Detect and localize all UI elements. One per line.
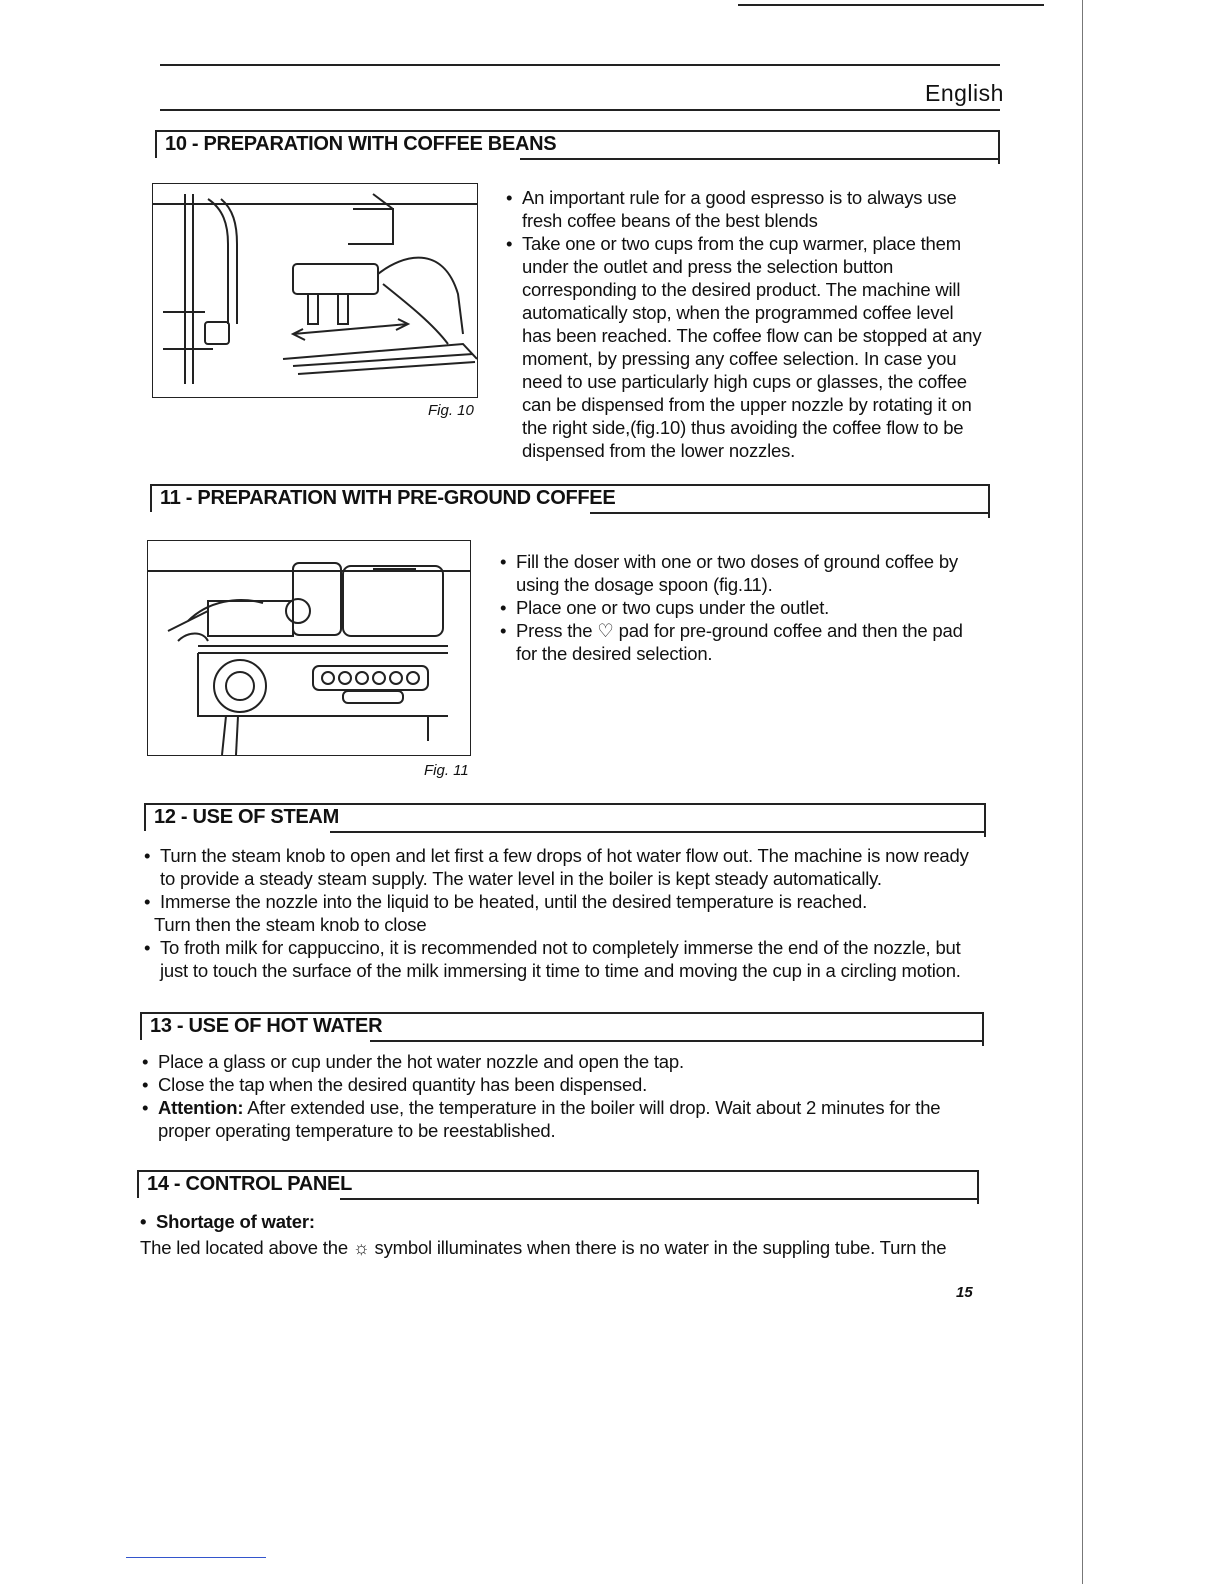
shortage-of-water-label: • Shortage of water: xyxy=(140,1210,980,1233)
section-13-title: 13 - USE OF HOT WATER xyxy=(150,1015,383,1037)
attention-text: After extended use, the temperature in the boiler will drop. Wait about 2 minutes for the proper operating temperature to be reestablished. xyxy=(158,1097,941,1141)
section-10-underline xyxy=(520,158,1000,160)
list-item: • To froth milk for cappuccino, it is recommended not to completely immerse the end of the nozzle, but just to touch the surface of the milk immersing it time to time and moving the cup in a circling motion. xyxy=(144,936,974,982)
list-item: • Press the ♡ pad for pre-ground coffee and then the pad for the desired selection. xyxy=(500,619,970,665)
figure-11 xyxy=(147,540,471,756)
section-13-underline xyxy=(370,1040,984,1042)
footnote-rule xyxy=(126,1557,266,1558)
coffee-machine-top-illustration xyxy=(148,541,470,755)
section-12-underline xyxy=(330,831,986,833)
section-11-title: 11 - PREPARATION WITH PRE-GROUND COFFEE xyxy=(160,487,616,509)
shortage-of-water-text: The led located above the ☼ symbol illuminates when there is no water in the suppling tube. Turn the xyxy=(140,1237,947,1258)
section-14-underline xyxy=(340,1198,979,1200)
section-12-body xyxy=(144,844,974,982)
section-10-header xyxy=(155,130,1000,158)
attention-label: Attention: xyxy=(158,1097,244,1118)
section-11-body xyxy=(500,550,970,665)
figure-11-caption: Fig. 11 xyxy=(424,762,469,779)
section-11-underline xyxy=(590,512,990,514)
section-10-title: 10 - PREPARATION WITH COFFEE BEANS xyxy=(165,133,557,155)
section-14-header xyxy=(137,1170,979,1198)
page-edge-line xyxy=(1082,0,1083,1584)
section-12-header xyxy=(144,803,986,831)
page-number: 15 xyxy=(956,1284,973,1301)
list-item: • An important rule for a good espresso is to always use fresh coffee beans of the best blends xyxy=(506,186,984,232)
list-item: • Place one or two cups under the outlet. xyxy=(500,596,970,619)
list-item: • Place a glass or cup under the hot water nozzle and open the tap. xyxy=(142,1050,972,1073)
section-13-header xyxy=(140,1012,984,1040)
section-14-title: 14 - CONTROL PANEL xyxy=(147,1173,352,1195)
section-14-body xyxy=(140,1210,980,1259)
list-item: • Immerse the nozzle into the liquid to be heated, until the desired temperature is reached. xyxy=(144,890,974,913)
top-rule xyxy=(738,4,1044,6)
list-item: • Close the tap when the desired quantity has been dispensed. xyxy=(142,1073,972,1096)
steam-close-instruction: Turn then the steam knob to close xyxy=(154,914,427,935)
list-item: • Turn the steam knob to open and let first a few drops of hot water flow out. The machine is now ready to provide a steady steam supply. The water level in the boiler is kept steady automatically. xyxy=(144,844,974,890)
list-item: • Fill the doser with one or two doses of ground coffee by using the dosage spoon (fig.11). xyxy=(500,550,970,596)
attention-note xyxy=(142,1096,972,1142)
coffee-machine-outlet-illustration xyxy=(153,184,477,397)
header-rule-lower xyxy=(160,109,1000,111)
figure-10-caption: Fig. 10 xyxy=(428,402,474,419)
list-item: • Take one or two cups from the cup warmer, place them under the outlet and press the selection button corresponding to the desired product. The machine will automatically stop, when the programmed coffee level has been reached. The coffee flow can be stopped at any moment, by pressing any coffee selection. In case you need to use particularly high cups or glasses, the coffee can be dispensed from the upper nozzle by rotating it on the right side,(fig.10) thus avoiding the coffee flow to be dispensed from the lower nozzles. xyxy=(506,232,984,462)
header-rule-upper xyxy=(160,64,1000,66)
section-10-body xyxy=(506,186,984,462)
figure-10 xyxy=(152,183,478,398)
section-12-title: 12 - USE OF STEAM xyxy=(154,806,339,828)
section-13-body xyxy=(142,1050,972,1142)
section-11-header xyxy=(150,484,990,512)
language-label: English xyxy=(925,80,1004,106)
